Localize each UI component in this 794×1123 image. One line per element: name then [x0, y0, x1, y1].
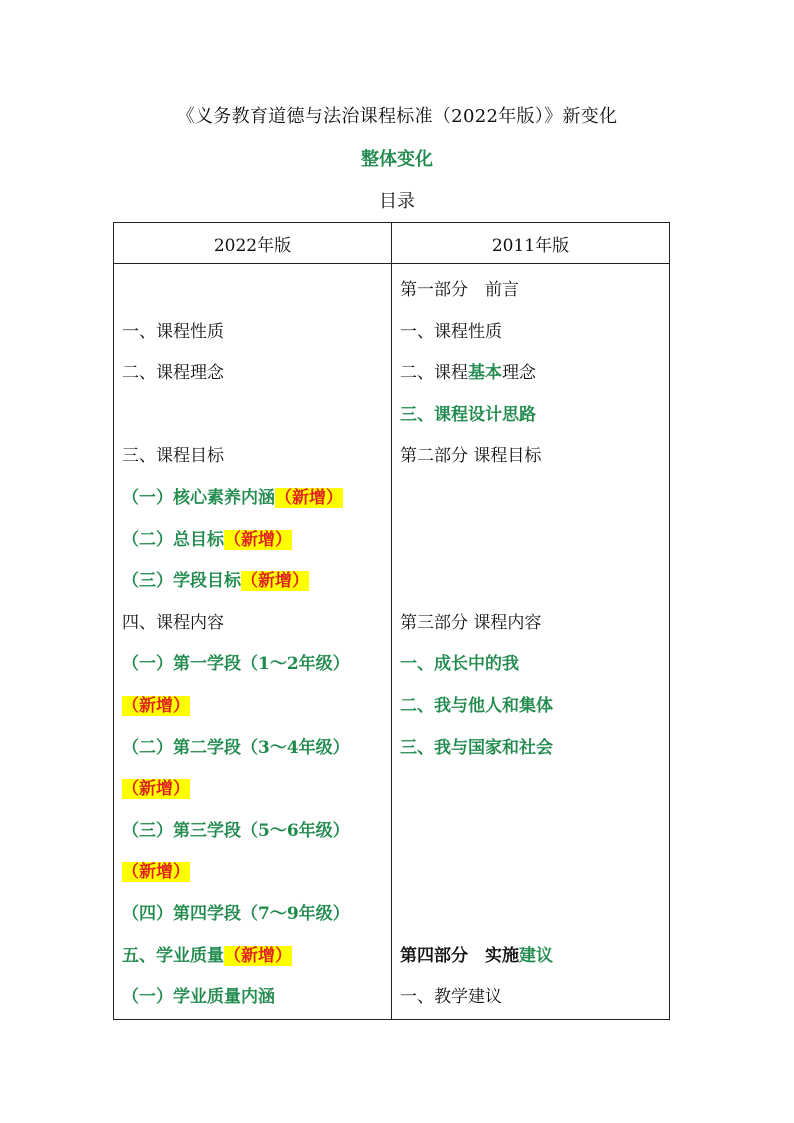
right-column-2011: [392, 264, 670, 1020]
new-badge: （新增）: [122, 779, 190, 800]
toc-item-2011: [392, 395, 669, 437]
toc-item-2022: [114, 852, 391, 894]
toc-item-2011: [392, 977, 669, 1019]
toc-item-2022: [114, 270, 391, 312]
table-header-row: [114, 223, 670, 264]
toc-item-2011: [392, 270, 669, 312]
new-badge: （新增）: [122, 695, 190, 716]
toc-item-text: 一、成长中的我: [400, 654, 519, 675]
document-title: 《义务教育道德与法治课程标准（2022年版）》新变化: [176, 106, 618, 127]
toc-item-text: 四、课程内容: [122, 612, 224, 633]
toc-item-2011: [392, 686, 669, 728]
toc-item-text: 五、学业质量: [122, 945, 224, 966]
toc-item-2022: [114, 644, 391, 686]
toc-item-2022: [114, 312, 391, 354]
toc-item-text: 三、课程设计思路: [400, 404, 536, 425]
toc-item-2011: [392, 353, 669, 395]
toc-item-2011: [392, 520, 669, 562]
toc-item-2022: [114, 977, 391, 1019]
toc-item-text: 二、课程理念: [122, 363, 224, 384]
toc-item-2011: [392, 769, 669, 811]
new-badge: （新增）: [241, 571, 309, 592]
toc-item-text: （一）学业质量内涵: [122, 987, 275, 1008]
left-column-2022: [114, 264, 392, 1020]
toc-item-2022: [114, 395, 391, 437]
toc-item-text: （一）核心素养内涵: [122, 487, 275, 508]
toc-item-2011: [392, 603, 669, 645]
toc-item-2011: [392, 436, 669, 478]
toc-item-text: 一、课程性质: [400, 321, 502, 342]
toc-item-2011: [392, 644, 669, 686]
toc-item-text: 第二部分 课程目标: [400, 446, 542, 467]
new-badge: （新增）: [224, 529, 292, 550]
toc-item-2011: [392, 852, 669, 894]
toc-item-text: （一）第一学段（1～2年级）: [122, 654, 350, 675]
toc-item-text: 第四部分 实施: [400, 945, 519, 966]
toc-item-text: （二）第二学段（3～4年级）: [122, 737, 350, 758]
toc-item-text: 理念: [502, 363, 536, 384]
toc-item-text: （三）第三学段（5～6年级）: [122, 820, 350, 841]
toc-item-2022: [114, 353, 391, 395]
toc-item-2011: [392, 312, 669, 354]
toc-item-2011: [392, 478, 669, 520]
toc-item-text: （二）总目标: [122, 529, 224, 550]
new-badge: （新增）: [224, 945, 292, 966]
toc-item-2022: [114, 436, 391, 478]
comparison-table: [113, 222, 670, 1020]
column-header-2022: 2022年版: [114, 223, 392, 264]
toc-item-text: 基本: [468, 363, 502, 384]
toc-item-2011: [392, 561, 669, 603]
toc-item-2022: [114, 811, 391, 853]
toc-item-text: （三）学段目标: [122, 571, 241, 592]
new-badge: （新增）: [122, 862, 190, 883]
toc-item-2022: [114, 728, 391, 770]
toc-item-2011: [392, 894, 669, 936]
toc-item-2022: [114, 894, 391, 936]
toc-item-text: 三、课程目标: [122, 446, 224, 467]
table-body-row: [114, 264, 670, 1020]
toc-item-text: 建议: [519, 945, 553, 966]
toc-item-2022: [114, 686, 391, 728]
toc-heading: 目录: [379, 191, 415, 212]
new-badge: （新增）: [275, 487, 343, 508]
toc-item-2022: [114, 603, 391, 645]
toc-item-2022: [114, 478, 391, 520]
toc-item-text: 一、课程性质: [122, 321, 224, 342]
toc-item-2011: [392, 936, 669, 978]
toc-item-2022: [114, 520, 391, 562]
toc-item-2022: [114, 936, 391, 978]
toc-item-text: 第一部分 前言: [400, 280, 519, 300]
toc-item-text: 一、教学建议: [400, 987, 502, 1008]
column-header-2011: 2011年版: [392, 223, 670, 264]
toc-item-text: （四）第四学段（7～9年级）: [122, 903, 350, 924]
toc-item-2011: [392, 811, 669, 853]
toc-item-text: 二、我与他人和集体: [400, 695, 553, 716]
toc-item-text: 二、课程: [400, 363, 468, 384]
section-subtitle: 整体变化: [361, 149, 433, 170]
toc-item-2022: [114, 769, 391, 811]
toc-item-text: 三、我与国家和社会: [400, 737, 553, 758]
toc-item-2022: [114, 561, 391, 603]
toc-item-2011: [392, 728, 669, 770]
toc-item-text: 第三部分 课程内容: [400, 612, 542, 633]
